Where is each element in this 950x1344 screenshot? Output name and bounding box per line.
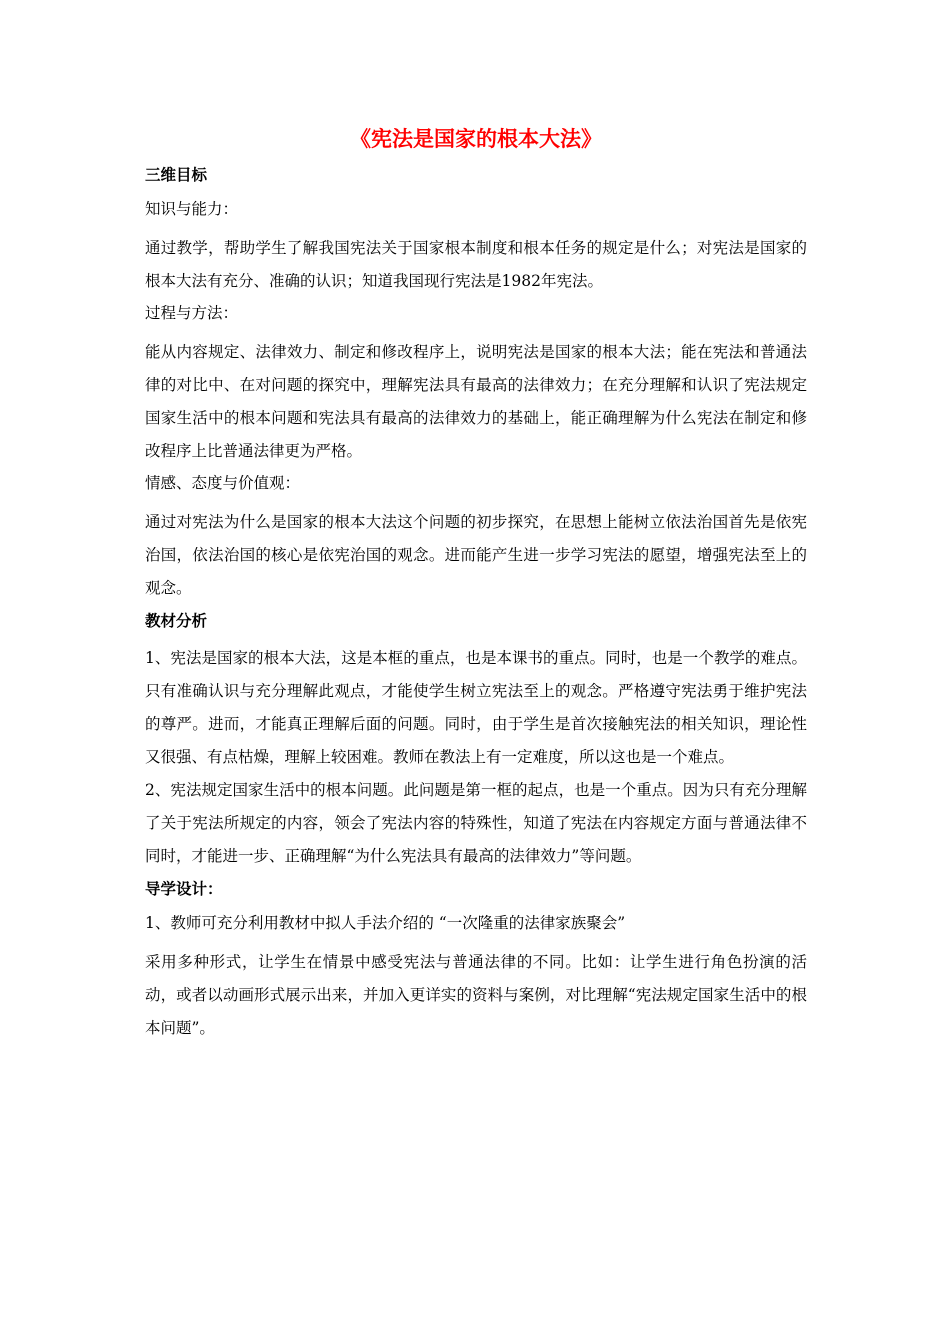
analysis-heading: 教材分析 [145, 612, 208, 630]
knowledge-paragraph: 通过教学，帮助学生了解我国宪法关于国家根本制度和根本任务的规定是什么；对宪法是国家的根本大法有充分、准确的认识；知道我国现行宪法是1982年宪法。 [145, 239, 807, 290]
design-point-1-paragraph: 采用多种形式，让学生在情景中感受宪法与普通法律的不同。比如：让学生进行角色扮演的活动，或者以动画形式展示出来，并加入更详实的资料与案例，对比理解“宪法规定国家生活中的根本问题”。 [145, 953, 807, 1037]
analysis-point-1: 1、宪法是国家的根本大法，这是本框的重点，也是本课书的重点。同时，也是一个教学的难点。只有准确认识与充分理解此观点，才能使学生树立宪法至上的观念。严格遵守宪法勇于维护宪法的尊严。进而，才能真正理解后面的问题。同时，由于学生是首次接触宪法的相关知识，理论性又很强、有点枯燥，理解上较困难。教师在教法上有一定难度，所以这也是一个难点。 [145, 649, 807, 766]
document-title: 《宪法是国家的根本大法》 [350, 126, 602, 151]
design-heading: 导学设计： [145, 880, 223, 898]
document-page [145, 124, 807, 1045]
attitude-paragraph: 通过对宪法为什么是国家的根本大法这个问题的初步探究，在思想上能树立依法治国首先是依宪治国，依法治国的核心是依宪治国的观念。进而能产生进一步学习宪法的愿望，增强宪法至上的观念。 [145, 513, 807, 597]
goals-heading: 三维目标 [145, 166, 208, 184]
analysis-point-2: 2、宪法规定国家生活中的根本问题。此问题是第一框的起点，也是一个重点。因为只有充分理解了关于宪法所规定的内容，领会了宪法内容的特殊性，知道了宪法在内容规定方面与普通法律不同时，才能进一步、正确理解“为什么宪法具有最高的法律效力”等问题。 [145, 781, 807, 865]
knowledge-label: 知识与能力： [145, 200, 239, 218]
design-point-1: 1、教师可充分利用教材中拟人手法介绍的 “一次隆重的法律家族聚会” [145, 914, 626, 932]
attitude-label: 情感、态度与价值观： [145, 474, 301, 492]
process-label: 过程与方法： [145, 304, 239, 322]
process-paragraph: 能从内容规定、法律效力、制定和修改程序上，说明宪法是国家的根本大法；能在宪法和普通法律的对比中、在对问题的探究中，理解宪法具有最高的法律效力；在充分理解和认识了宪法规定国家生活中的根本问题和宪法具有最高的法律效力的基础上，能正确理解为什么宪法在制定和修改程序上比普通法律更为严格。 [145, 343, 807, 460]
